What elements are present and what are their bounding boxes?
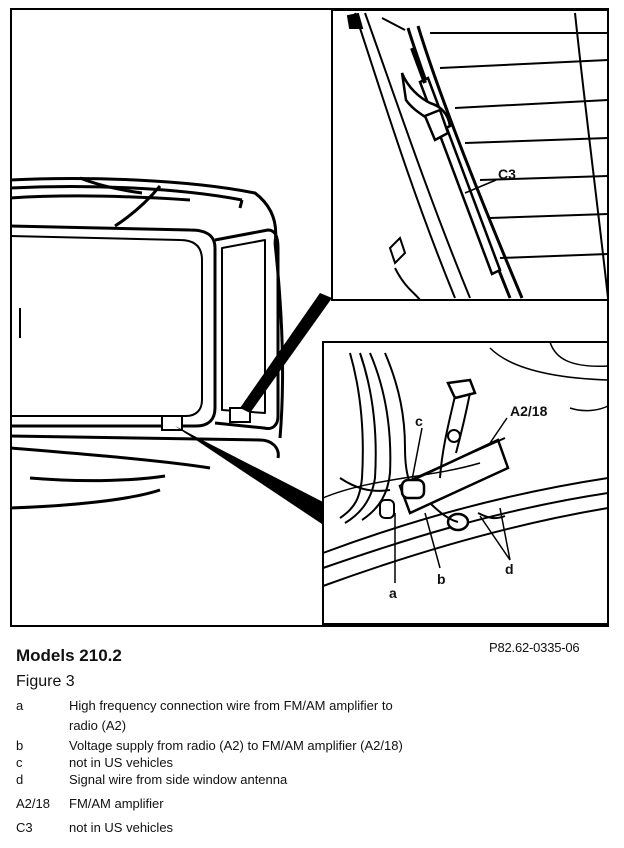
legend-key: a bbox=[16, 698, 24, 713]
wiring-diagram bbox=[10, 8, 610, 628]
callout-a: a bbox=[389, 585, 397, 601]
legend-text: FM/AM amplifier bbox=[69, 796, 164, 811]
callout-c3: C3 bbox=[498, 166, 516, 182]
pointer-to-upper-inset bbox=[240, 293, 332, 413]
lower-detail-inset bbox=[323, 342, 608, 624]
figure-reference-code: P82.62-0335-06 bbox=[489, 640, 580, 655]
legend-key: c bbox=[16, 755, 23, 770]
callout-b: b bbox=[437, 571, 446, 587]
legend-key: d bbox=[16, 772, 24, 787]
callout-c: c bbox=[415, 413, 423, 429]
legend-key: C3 bbox=[16, 820, 33, 835]
legend-item-a2-18 bbox=[16, 795, 606, 812]
models-heading: Models 210.2 bbox=[16, 646, 122, 665]
vehicle-rear-outline bbox=[10, 178, 282, 508]
legend-text-continued: radio (A2) bbox=[69, 718, 127, 733]
callout-d: d bbox=[505, 561, 514, 577]
legend-item-d bbox=[16, 771, 606, 788]
legend-text: not in US vehicles bbox=[69, 820, 174, 835]
legend-key: b bbox=[16, 738, 24, 753]
legend-text: Voltage supply from radio (A2) to FM/AM amplifier (A2/18) bbox=[69, 738, 403, 753]
legend-item-c3 bbox=[16, 819, 606, 836]
legend-text: High frequency connection wire from FM/AM amplifier to bbox=[69, 698, 393, 713]
legend-text: not in US vehicles bbox=[69, 755, 174, 770]
legend-item-a-continued bbox=[16, 717, 606, 734]
legend-item-c bbox=[16, 754, 606, 771]
legend-key: A2/18 bbox=[16, 796, 50, 811]
callout-a2-18: A2/18 bbox=[510, 403, 548, 419]
legend-list bbox=[16, 697, 606, 836]
upper-detail-inset bbox=[332, 10, 608, 300]
legend-text: Signal wire from side window antenna bbox=[69, 772, 288, 787]
figure-number: Figure 3 bbox=[16, 673, 75, 690]
legend-item-b bbox=[16, 737, 606, 754]
amplifier-location-marker bbox=[162, 416, 182, 430]
figure-illustration bbox=[10, 8, 610, 628]
legend-item-a bbox=[16, 697, 606, 714]
